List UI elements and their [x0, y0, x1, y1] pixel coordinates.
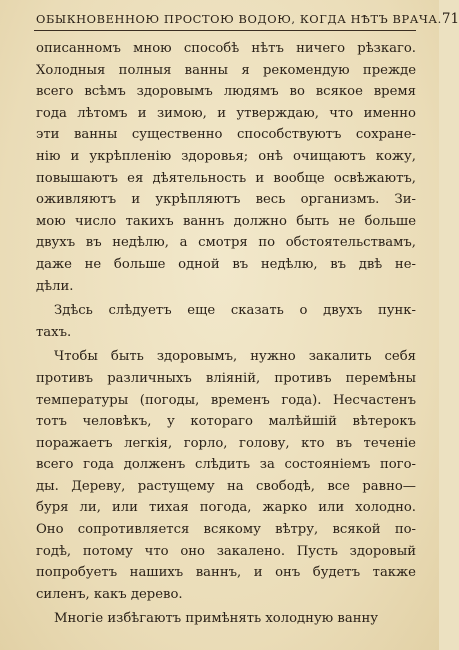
text-line: года лѣтомъ и зимою, и утверждаю, что именно	[36, 105, 416, 121]
paragraph	[36, 38, 416, 297]
text-line: ды. Дереву, растущему на свободѣ, все равно—	[36, 478, 416, 494]
text-line: годѣ, потому что оно закалено. Пусть здоровый	[36, 543, 416, 559]
text-line: оживляютъ и укрѣпляютъ весь организмъ. Зи-	[36, 192, 416, 208]
text-line: даже не больше одной въ недѣлю, въ двѣ не-	[36, 256, 416, 272]
text-line: Холодныя полныя ванны я рекомендую прежде	[36, 62, 416, 78]
text-line: описанномъ мною способѣ нѣтъ ничего рѣзкаго.	[36, 41, 416, 56]
text-line: всего всѣмъ здоровымъ людямъ во всякое время	[36, 84, 416, 100]
text-line: Чтобы быть здоровымъ, нужно закалить себя	[54, 349, 416, 365]
paragraph	[36, 608, 416, 630]
text-line: дѣли.	[36, 278, 74, 294]
text-line: нію и укрѣпленію здоровья; онѣ очищаютъ кожу,	[36, 148, 416, 164]
running-head	[36, 8, 459, 30]
text-line: Многіе избѣгаютъ примѣнять холодную ванну	[54, 611, 379, 627]
text-line: Оно сопротивляется всякому вѣтру, всякой по-	[36, 522, 416, 538]
text-line: эти ванны существенно способствуютъ сохране-	[36, 127, 416, 143]
text-line: попробуетъ нашихъ ваннъ, и онъ будетъ также	[36, 565, 416, 581]
paragraph	[36, 300, 416, 343]
text-line: поражаетъ легкія, горло, голову, кто въ теченіе	[36, 435, 416, 451]
text-line: температуры (погоды, временъ года). Несчастенъ	[36, 392, 416, 408]
text-line: тахъ.	[36, 324, 72, 340]
body-text	[36, 38, 416, 630]
text-line: буря ли, или тихая погода, жарко или холодно.	[36, 500, 416, 516]
running-title: ОБЫКНОВЕННОЮ ПРОСТОЮ ВОДОЮ, КОГДА НѢТЪ ВРАЧА.	[36, 12, 442, 26]
text-line: мою число такихъ ваннъ должно быть не больше	[36, 213, 416, 229]
text-line: силенъ, какъ дерево.	[36, 586, 183, 602]
paragraph	[36, 346, 416, 605]
text-line: Здѣсь слѣдуетъ еще сказать о двухъ пунк-	[54, 303, 416, 319]
header-rule	[34, 30, 416, 31]
text-line: всего года долженъ слѣдить за состояніемъ пого-	[36, 457, 416, 473]
text-line: двухъ въ недѣлю, а смотря по обстоятельствамъ,	[36, 235, 416, 251]
text-line: противъ различныхъ вліяній, противъ перемѣны	[36, 370, 416, 386]
text-line: тотъ человѣкъ, у котораго малѣйшій вѣтерокъ	[36, 414, 416, 430]
text-line: повышаютъ ея дѣятельность и вообще освѣжаютъ,	[36, 170, 416, 186]
page-number: 71	[441, 11, 459, 27]
